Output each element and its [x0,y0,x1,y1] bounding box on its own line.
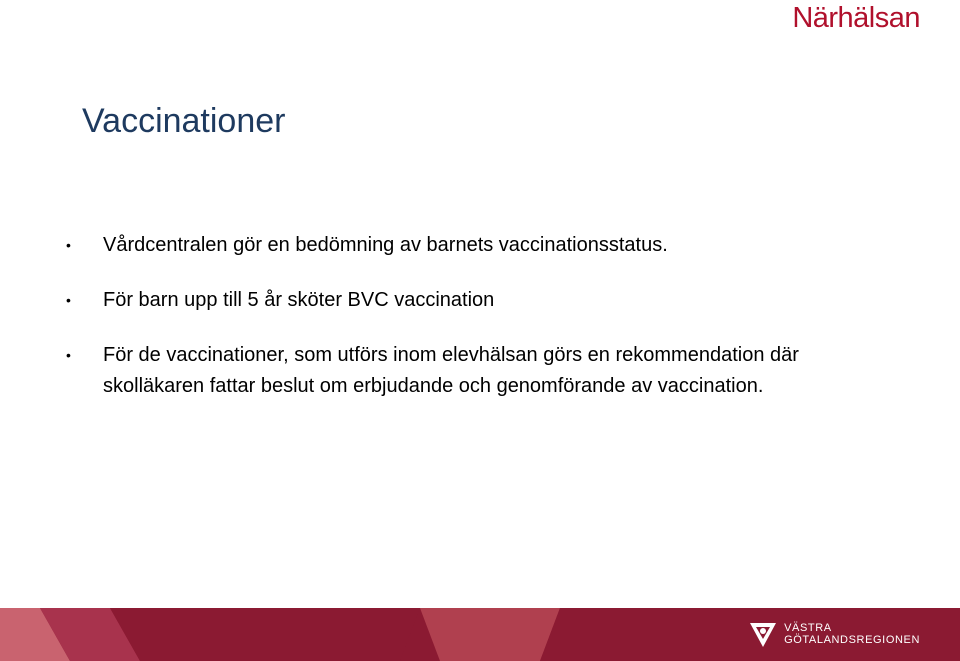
bullet-dot-icon: • [66,237,71,253]
bullet-text: Vårdcentralen gör en bedömning av barnets vaccinationsstatus. [103,234,668,256]
bullet-dot-icon: • [66,292,71,308]
footer-stripe-mid2 [420,608,560,661]
slide-title: Vaccinationer [82,102,286,140]
vgr-logo [748,619,920,649]
vgr-line2: GÖTALANDSREGIONEN [784,634,920,646]
vgr-emblem-icon [748,619,778,649]
footer-band [0,608,960,661]
footer-stripe-dark [110,608,420,661]
bullet-list [60,230,820,426]
brand-logo-text: Närhälsan [792,2,920,34]
bullet-item [60,230,820,261]
bullet-dot-icon: • [66,347,71,363]
vgr-line1: VÄSTRA [784,622,832,634]
bullet-item [60,340,820,402]
bullet-text: För barn upp till 5 år sköter BVC vaccination [103,289,495,311]
bullet-text: För de vaccinationer, som utförs inom elevhälsan görs en rekommendation där skolläkaren fattar beslut om erbjudande och genomförande av vaccination. [103,344,799,397]
vgr-wordmark [784,622,920,646]
bullet-item [60,285,820,316]
